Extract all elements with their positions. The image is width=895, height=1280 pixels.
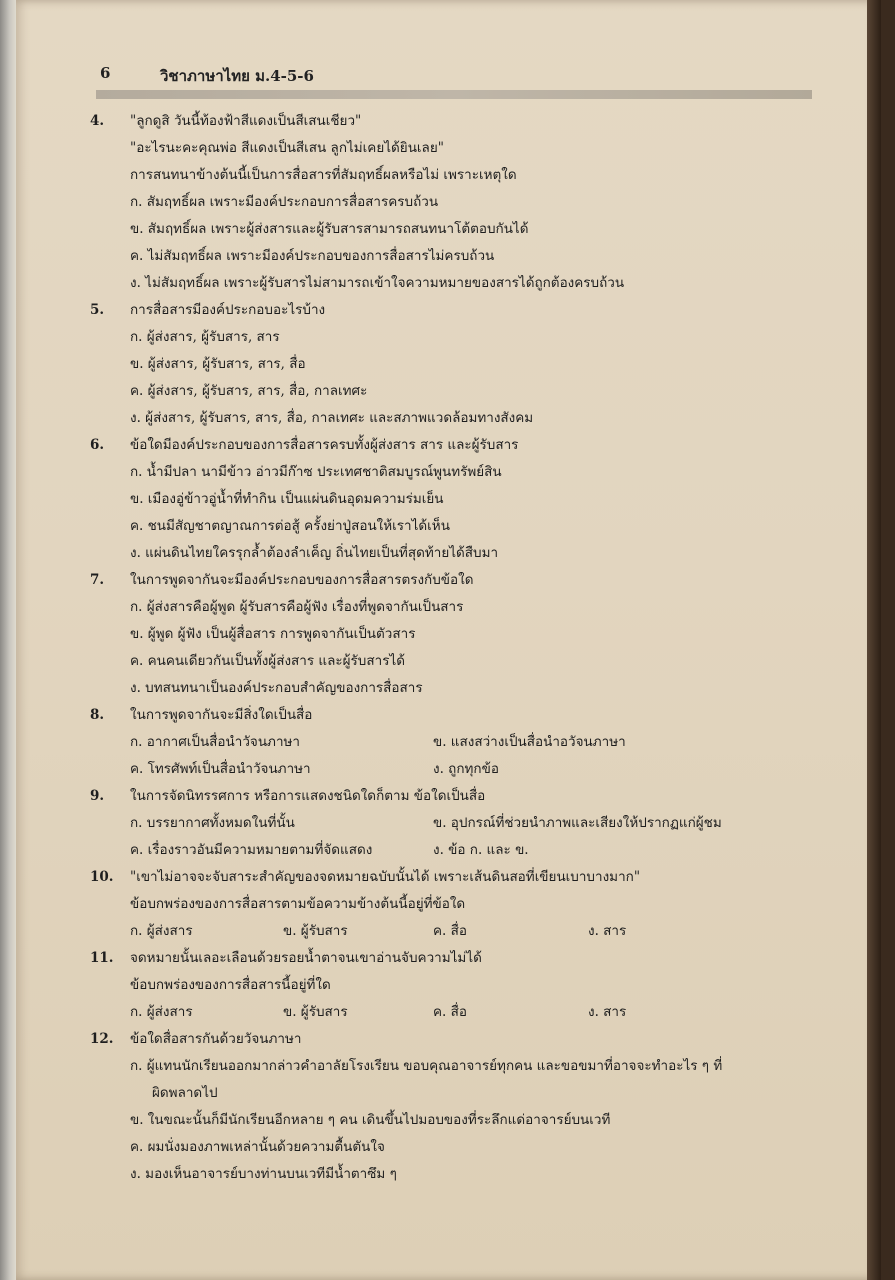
question-9 [90,783,810,864]
option-c: ค. เรื่องราวอันมีความหมายตามที่จัดแสดง [130,842,373,858]
option-d: ง. ถูกทุกข้อ [433,761,499,777]
page-edge-shadow [867,0,881,1280]
question-stem: ในการพูดจากันจะมีสิ่งใดเป็นสื่อ [130,707,313,723]
option-a: ก. ผู้ส่งสาร, ผู้รับสาร, สาร [130,329,280,345]
book-binding [0,0,16,1280]
question-6 [90,432,810,567]
option-d: ง. ไม่สัมฤทธิ์ผล เพราะผู้รับสารไม่สามารถเข้าใจความหมายของสารได้ถูกต้องครบถ้วน [130,275,625,291]
option-b: ข. แสงสว่างเป็นสื่อนำอวัจนภาษา [433,734,626,750]
question-number: 4. [90,113,105,129]
question-list [90,108,810,1188]
option-b: ข. ผู้พูด ผู้ฟัง เป็นผู้สื่อสาร การพูดจากันเป็นตัวสาร [130,626,416,642]
option-d: ง. สาร [588,1004,627,1020]
question-number: 11. [90,950,114,966]
option-b: ข. อุปกรณ์ที่ช่วยนำภาพและเสียงให้ปรากฏแก่ผู้ชม [433,815,722,831]
option-d: ง. ข้อ ก. และ ข. [433,842,529,858]
question-stem: "ลูกดูสิ วันนี้ท้องฟ้าสีแดงเป็นสีเสนเชียว" [130,113,362,129]
question-stem: ข้อใดมีองค์ประกอบของการสื่อสารครบทั้งผู้ส่งสาร สาร และผู้รับสาร [130,437,519,453]
option-a: ก. ผู้ส่งสารคือผู้พูด ผู้รับสารคือผู้ฟัง เรื่องที่พูดจากันเป็นสาร [130,599,464,615]
question-stem: ข้อบกพร่องของการสื่อสารนี้อยู่ที่ใด [130,977,331,993]
question-number: 9. [90,788,105,804]
question-stem: ในการจัดนิทรรศการ หรือการแสดงชนิดใดก็ตาม ข้อใดเป็นสื่อ [130,788,486,804]
option-d: ง. แผ่นดินไทยใครรุกล้ำต้องลำเค็ญ ถิ่นไทยเป็นที่สุดท้ายได้สืบมา [130,545,499,561]
option-c: ค. สื่อ [433,923,467,939]
question-stem: การสนทนาข้างต้นนี้เป็นการสื่อสารที่สัมฤทธิ์ผลหรือไม่ เพราะเหตุใด [130,167,517,183]
option-c: ค. สื่อ [433,1004,467,1020]
question-number: 5. [90,302,105,318]
option-a: ก. บรรยากาศทั้งหมดในที่นั้น [130,815,295,831]
question-stem: "อะไรนะคะคุณพ่อ สีแดงเป็นสีเสน ลูกไม่เคยได้ยินเลย" [130,140,444,156]
option-a-continued: ผิดพลาดไป [152,1085,218,1101]
option-c: ค. โทรศัพท์เป็นสื่อนำวัจนภาษา [130,761,311,777]
option-a: ก. ผู้แทนนักเรียนออกมากล่าวคำอาลัยโรงเรียน ขอบคุณอาจารย์ทุกคน และขอขมาที่อาจจะทำอะไร ๆ ที่ [130,1058,723,1074]
question-stem: ข้อบกพร่องของการสื่อสารตามข้อความข้างต้นนี้อยู่ที่ข้อใด [130,896,466,912]
option-c: ค. ผู้ส่งสาร, ผู้รับสาร, สาร, สื่อ, กาลเทศะ [130,383,368,399]
option-d: ง. บทสนทนาเป็นองค์ประกอบสำคัญของการสื่อสาร [130,680,423,696]
question-stem: จดหมายนั้นเลอะเลือนด้วยรอยน้ำตาจนเขาอ่านจับความไม่ได้ [130,950,482,966]
option-c: ค. ไม่สัมฤทธิ์ผล เพราะมีองค์ประกอบของการสื่อสารไม่ครบถ้วน [130,248,495,264]
page-title: วิชาภาษาไทย ม.4-5-6 [160,67,314,85]
question-stem: ข้อใดสื่อสารกันด้วยวัจนภาษา [130,1031,302,1047]
question-number: 6. [90,437,105,453]
option-d: ง. สาร [588,923,627,939]
option-b: ข. สัมฤทธิ์ผล เพราะผู้ส่งสารและผู้รับสารสามารถสนทนาโต้ตอบกันได้ [130,221,529,237]
option-a: ก. น้ำมีปลา นามีข้าว อ่าวมีก๊าซ ประเทศชาติสมบูรณ์พูนทรัพย์สิน [130,464,502,480]
question-stem: การสื่อสารมีองค์ประกอบอะไรบ้าง [130,302,326,318]
question-4 [90,108,810,297]
question-number: 10. [90,869,114,885]
option-b: ข. ในขณะนั้นก็มีนักเรียนอีกหลาย ๆ คน เดินขึ้นไปมอบของที่ระลึกแด่อาจารย์บนเวที [130,1112,611,1128]
question-7 [90,567,810,702]
page-number: 6 [100,64,111,82]
option-a: ก. ผู้ส่งสาร [130,1004,193,1020]
option-a: ก. สัมฤทธิ์ผล เพราะมีองค์ประกอบการสื่อสารครบถ้วน [130,194,439,210]
question-number: 12. [90,1031,114,1047]
option-b: ข. ผู้รับสาร [283,923,348,939]
question-number: 7. [90,572,105,588]
question-8 [90,702,810,783]
question-number: 8. [90,707,105,723]
option-c: ค. ผมนั่งมองภาพเหล่านั้นด้วยความตื้นตันใจ [130,1139,385,1155]
option-b: ข. เมืองอู่ข้าวอู่น้ำที่ทำกิน เป็นแผ่นดินอุดมความร่มเย็น [130,491,444,507]
question-12 [90,1026,810,1188]
option-c: ค. ชนมีสัญชาตญาณการต่อสู้ ครั้งย่าปู่สอนให้เราได้เห็น [130,518,450,534]
question-10 [90,864,810,945]
question-stem: ในการพูดจากันจะมีองค์ประกอบของการสื่อสารตรงกับข้อใด [130,572,474,588]
header-rule [96,90,812,99]
question-5 [90,297,810,432]
option-a: ก. อากาศเป็นสื่อนำวัจนภาษา [130,734,301,750]
question-11 [90,945,810,1026]
option-b: ข. ผู้รับสาร [283,1004,348,1020]
question-stem: "เขาไม่อาจจะจับสาระสำคัญของจดหมายฉบับนั้นได้ เพราะเส้นดินสอที่เขียนเบาบางมาก" [130,869,641,885]
option-b: ข. ผู้ส่งสาร, ผู้รับสาร, สาร, สื่อ [130,356,306,372]
option-d: ง. ผู้ส่งสาร, ผู้รับสาร, สาร, สื่อ, กาลเทศะ และสภาพแวดล้อมทางสังคม [130,410,534,426]
option-d: ง. มองเห็นอาจารย์บางท่านบนเวทีมีน้ำตาซึม ๆ [130,1166,397,1182]
option-c: ค. คนคนเดียวกันเป็นทั้งผู้ส่งสาร และผู้รับสารได้ [130,653,405,669]
option-a: ก. ผู้ส่งสาร [130,923,193,939]
